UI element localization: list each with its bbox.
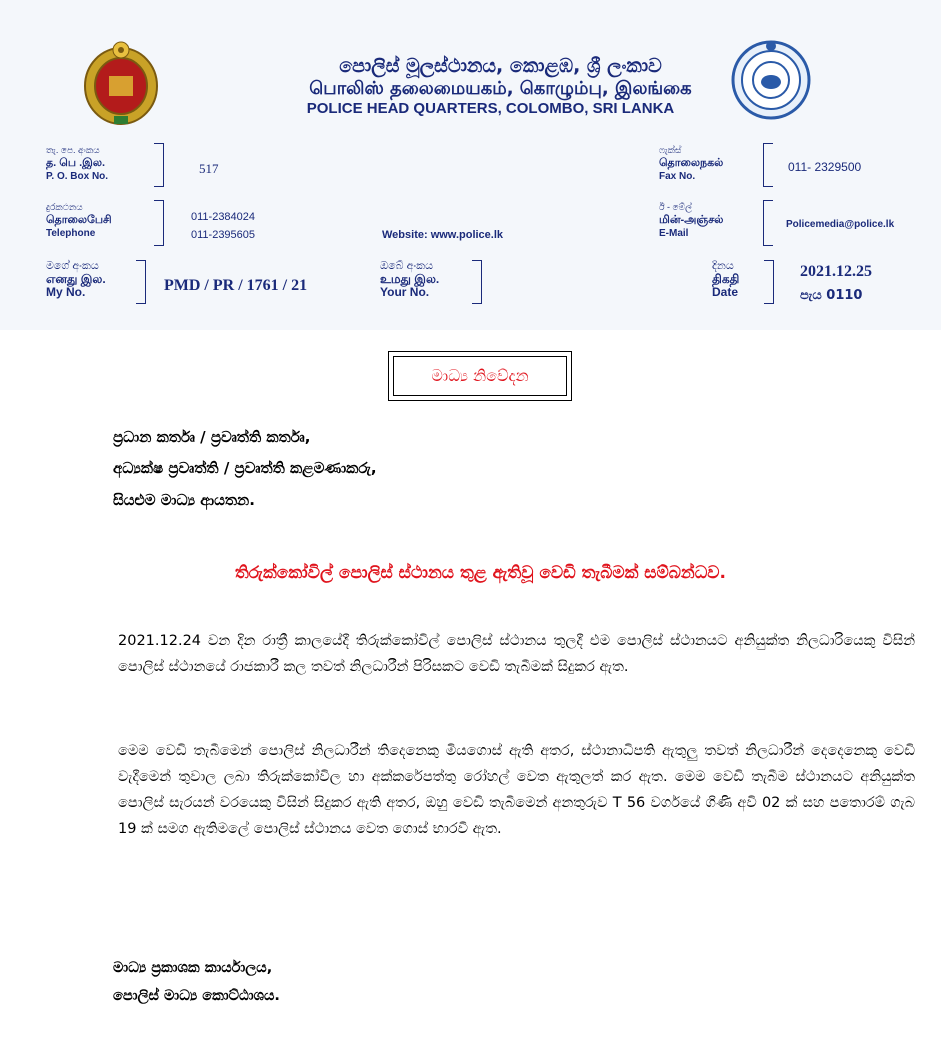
signature-line-1: මාධ්‍ය ප්‍රකාශක කාර්යාලය, — [113, 960, 273, 976]
fax-value: 011- 2329500 — [788, 160, 862, 174]
signature-line-2: පොලිස් මාධ්‍ය කොට්ඨාශය. — [113, 988, 280, 1004]
header-title-english: POLICE HEAD QUARTERS, COLOMBO, SRI LANKA — [306, 100, 675, 117]
fax-label: ෆැක්ස් தொலைநகல் Fax No. — [659, 145, 724, 182]
your-no-label: ඔබේ අංකය உமது இல. Your No. — [380, 260, 440, 299]
email-label: ඊ - මේල් மின்-அஞ்சல் E-Mail — [659, 202, 724, 239]
my-no-label: මගේ අංකය எனது இல. My No. — [46, 260, 106, 299]
date-label: දිනය திகதி Date — [712, 260, 740, 299]
document-title: මාධ්‍ය නිවේදන — [393, 356, 567, 396]
body-paragraph-1: 2021.12.24 වන දින රාත්‍රී කාලයේදී තිරුක්කෝවිල් පොලිස් ස්ථානය තුලදී එම පොලිස් ස්ථානයට අනියුක්ත නිලධාරියෙකු විසින් පොලිස් ස්ථානයේ රාජකාරී කල තවත් නිලධාරීන් පිරිසකට වෙඩි තැබීමක් සිදුකර ඇත. — [118, 633, 915, 675]
fax-bracket — [763, 143, 773, 187]
addressee-line-3: සියළුම මාධ්‍ය ආයතන. — [113, 491, 255, 509]
header-title-tamil: பொலிஸ் தலைமையகம், கொழும்பு, இலங்கை — [309, 78, 692, 99]
time-value: පැය 0110 — [800, 288, 863, 303]
date-value: 2021.12.25 — [800, 263, 872, 280]
website-link[interactable]: Website: www.police.lk — [382, 229, 504, 241]
my-no-value: PMD / PR / 1761 / 21 — [164, 277, 308, 294]
body-paragraph-2: මෙම වෙඩි තැබීමෙන් පොලිස් නිලධාරීන් තිදෙනෙකු මියගොස් ඇති අතර, ස්ථානාධිපති ඇතුලු තවත් නිලධාරීන් දෙදෙනෙකු වෙඩි වැදීමෙන් තුවාල ලබා තිරුක්කෝවිල හා අක්කරේපත්තු රෝහල් වෙත ඇතුලත් කර ඇත. මෙම වෙඩි තැබීම ස්ථානයට අනියුක්ත පොලිස් සැරයන් වරයෙකු විසින් සිදුකර ඇති අතර, ඔහු වෙඩි තැබීමෙන් අනතුරුව T 56 වර්ගයේ ගිණි අවි 02 ක් සහ පතොරම් ගැබ 19 ක් සමග ඇතිමලේ පොලිස් ස්ථානය වෙත ගොස් භාරවී ඇත. — [118, 743, 915, 837]
po-box-value: 517 — [199, 161, 219, 176]
addressee-line-1: ප්‍රධාන කර්තෘ / ප්‍රවෘත්ති කර්තෘ, — [113, 428, 311, 446]
telephone-value-1: 011-2384024 — [191, 211, 256, 223]
email-bracket — [763, 200, 773, 246]
po-box-label: තැ. පෙ. අංකය த. பெ .இல. P. O. Box No. — [46, 145, 109, 182]
telephone-bracket — [154, 200, 164, 246]
telephone-label: දුරකථනය தொலைபேசி Telephone — [46, 202, 112, 239]
addressee-line-2: අධ්‍යක්ෂ ප්‍රවෘත්ති / ප්‍රවෘත්ති කළමණාකරු, — [113, 459, 377, 477]
email-link[interactable]: Policemedia@police.lk — [786, 219, 895, 230]
po-box-bracket — [154, 143, 164, 187]
your-no-bracket — [472, 260, 482, 304]
telephone-value-2: 011-2395605 — [191, 229, 256, 241]
my-no-bracket — [136, 260, 146, 304]
date-bracket — [764, 260, 774, 304]
subject-line: තිරුක්කෝවිල් පොලිස් ස්ථානය තුළ ඇතිවූ වෙඩි තැබීමක් සම්බන්ධව. — [234, 563, 726, 583]
header-title-sinhala: පොලිස් මූලස්ථානය, කොළඹ, ශ්‍රී ලංකාව — [339, 55, 662, 77]
